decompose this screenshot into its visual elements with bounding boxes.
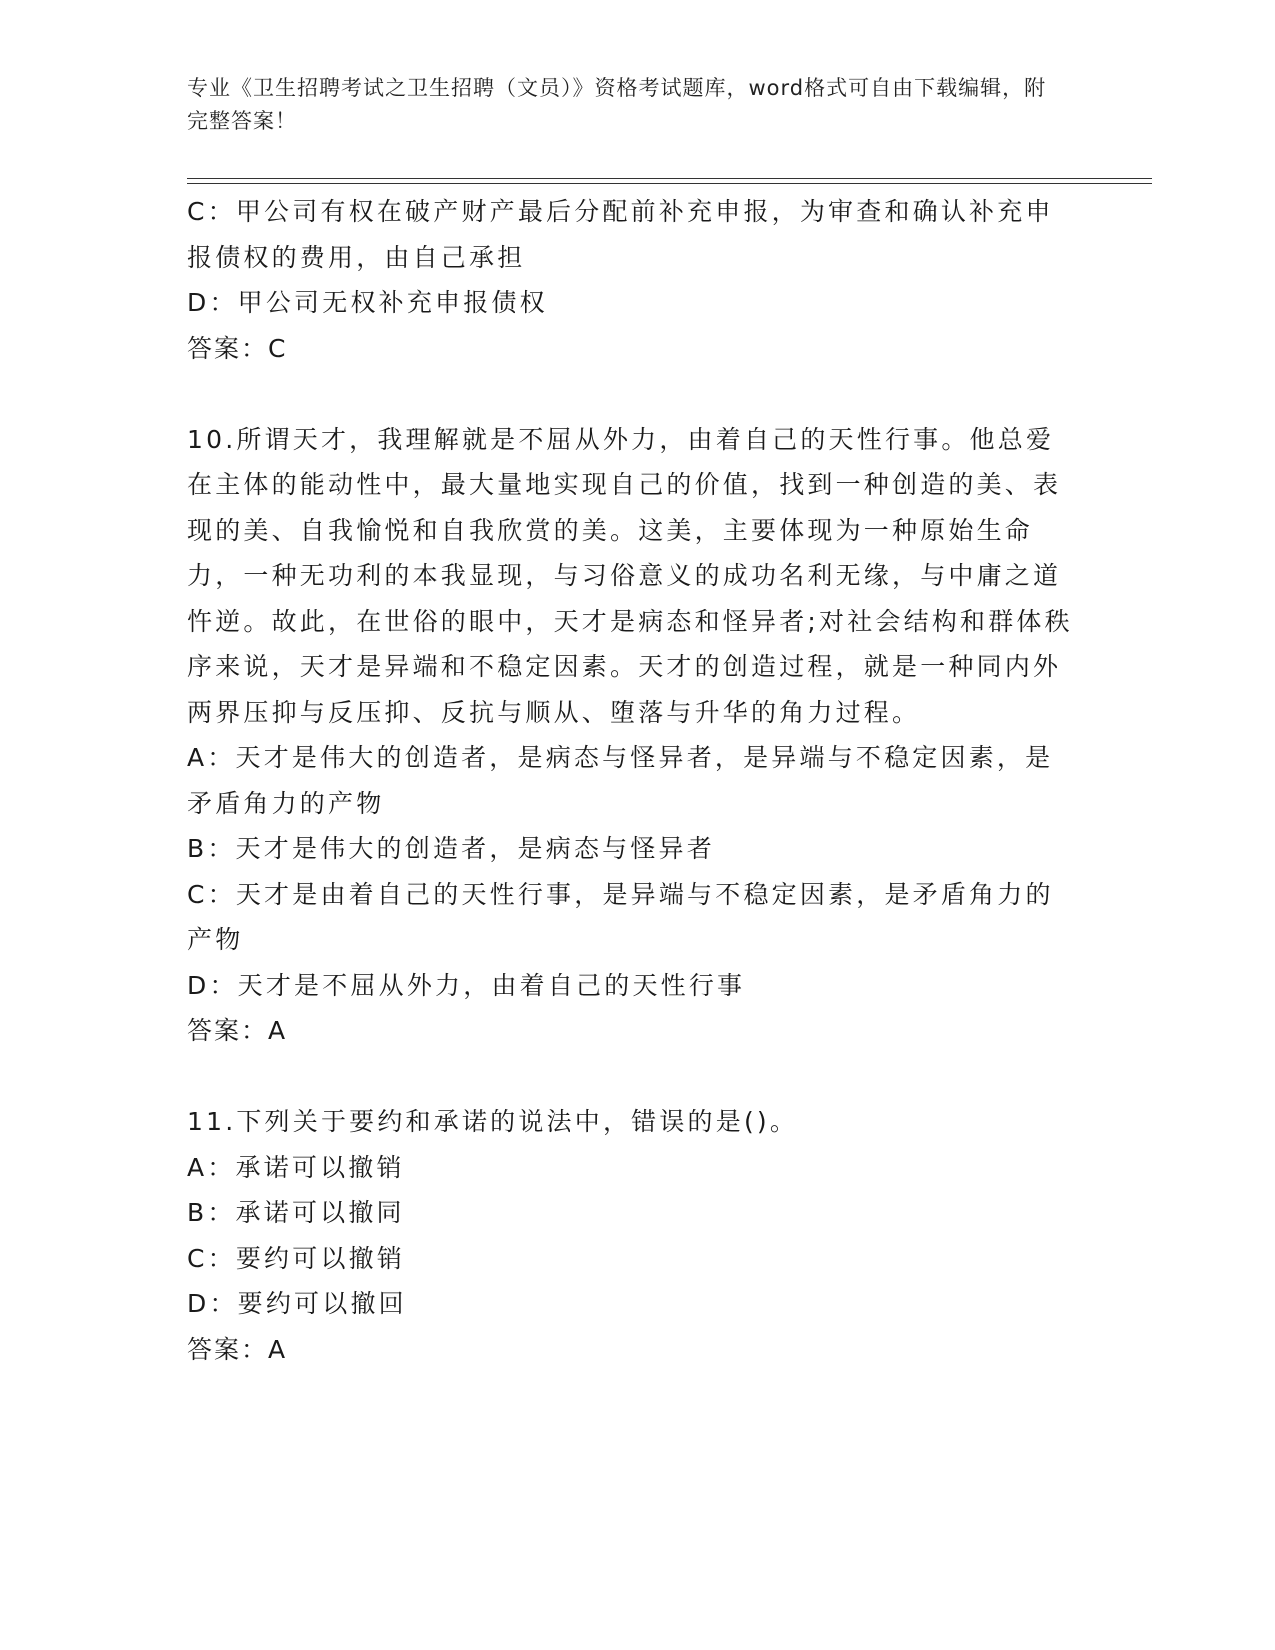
header-divider-thin bbox=[187, 183, 1152, 184]
q10-option-b: B：天才是伟大的创造者，是病态与怪异者 bbox=[187, 834, 715, 863]
q10-option-a: A：天才是伟大的创造者，是病态与怪异者，是异端与不稳定因素，是矛盾角力的产物 bbox=[187, 743, 1054, 818]
q11-answer: 答案：A bbox=[187, 1334, 288, 1364]
document-body bbox=[187, 189, 1077, 1372]
spacer bbox=[187, 1054, 1077, 1100]
q11-option-d: D：要约可以撤回 bbox=[187, 1289, 407, 1318]
document-header bbox=[187, 72, 1067, 138]
q11-option-a: A：承诺可以撤销 bbox=[187, 1152, 405, 1182]
question-10 bbox=[187, 417, 1077, 1054]
header-divider-thick bbox=[187, 178, 1152, 179]
q10-option-c: C：天才是由着自己的天性行事，是异端与不稳定因素，是矛盾角力的产物 bbox=[187, 879, 1054, 954]
q10-stem: 10.所谓天才，我理解就是不屈从外力，由着自己的天性行事。他总爱在主体的能动性中，最大量地实现自己的价值，找到一种创造的美、表现的美、自我愉悦和自我欣赏的美。这美，主要体现为一种原始生命力，一种无功利的本我显现，与习俗意义的成功名利无缘，与中庸之道忤逆。故此，在世俗的眼中，天才是病态和怪异者;对社会结构和群体秩序来说，天才是异端和不稳定因素。天才的创造过程，就是一种同内外两界压抑与反压抑、反抗与顺从、堕落与升华的角力过程。 bbox=[187, 424, 1073, 727]
q9-option-c: C：甲公司有权在破产财产最后分配前补充申报，为审查和确认补充申报债权的费用，由自己承担 bbox=[187, 197, 1054, 272]
q10-answer: 答案：A bbox=[187, 1016, 288, 1045]
question-11 bbox=[187, 1099, 1077, 1372]
spacer bbox=[187, 371, 1077, 417]
q9-answer: 答案：C bbox=[187, 333, 288, 363]
header-text: 专业《卫生招聘考试之卫生招聘（文员）》资格考试题库，word格式可自由下载编辑，附完整答案！ bbox=[187, 76, 1047, 133]
q11-option-b: B：承诺可以撤同 bbox=[187, 1198, 405, 1227]
question-9-tail bbox=[187, 189, 1077, 371]
q10-option-d: D：天才是不屈从外力，由着自己的天性行事 bbox=[187, 970, 746, 1000]
q9-option-d: D：甲公司无权补充申报债权 bbox=[187, 288, 548, 317]
q11-stem: 11.下列关于要约和承诺的说法中，错误的是()。 bbox=[187, 1107, 799, 1136]
q11-option-c: C：要约可以撤销 bbox=[187, 1243, 406, 1273]
